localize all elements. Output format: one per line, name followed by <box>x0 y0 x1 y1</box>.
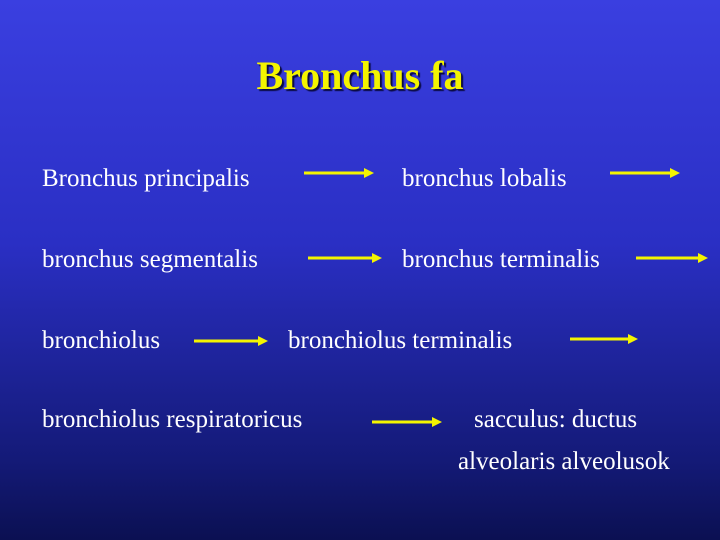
arrow-right-icon <box>304 165 374 181</box>
term-bronchiolus-respiratoricus: bronchiolus respiratoricus <box>42 406 303 433</box>
term-bronchiolus-terminalis: bronchiolus terminalis <box>288 327 513 354</box>
term-sacculus-ductus: sacculus: ductus <box>474 406 638 433</box>
arrow-right-icon <box>372 414 442 430</box>
term-bronchus-segmentalis: bronchus segmentalis <box>42 246 258 273</box>
term-bronchiolus: bronchiolus <box>42 327 161 354</box>
arrow-right-icon <box>194 333 268 349</box>
slide-title: Bronchus fa <box>256 53 464 98</box>
arrow-right-icon <box>308 250 382 266</box>
term-alveolaris-alveolusok: alveolaris alveolusok <box>458 448 670 475</box>
arrow-right-icon <box>570 331 638 347</box>
term-bronchus-lobalis: bronchus lobalis <box>402 165 567 192</box>
arrow-right-icon <box>610 165 680 181</box>
term-bronchus-principalis: Bronchus principalis <box>42 165 250 192</box>
arrow-right-icon <box>636 250 708 266</box>
term-bronchus-terminalis: bronchus terminalis <box>402 246 600 273</box>
